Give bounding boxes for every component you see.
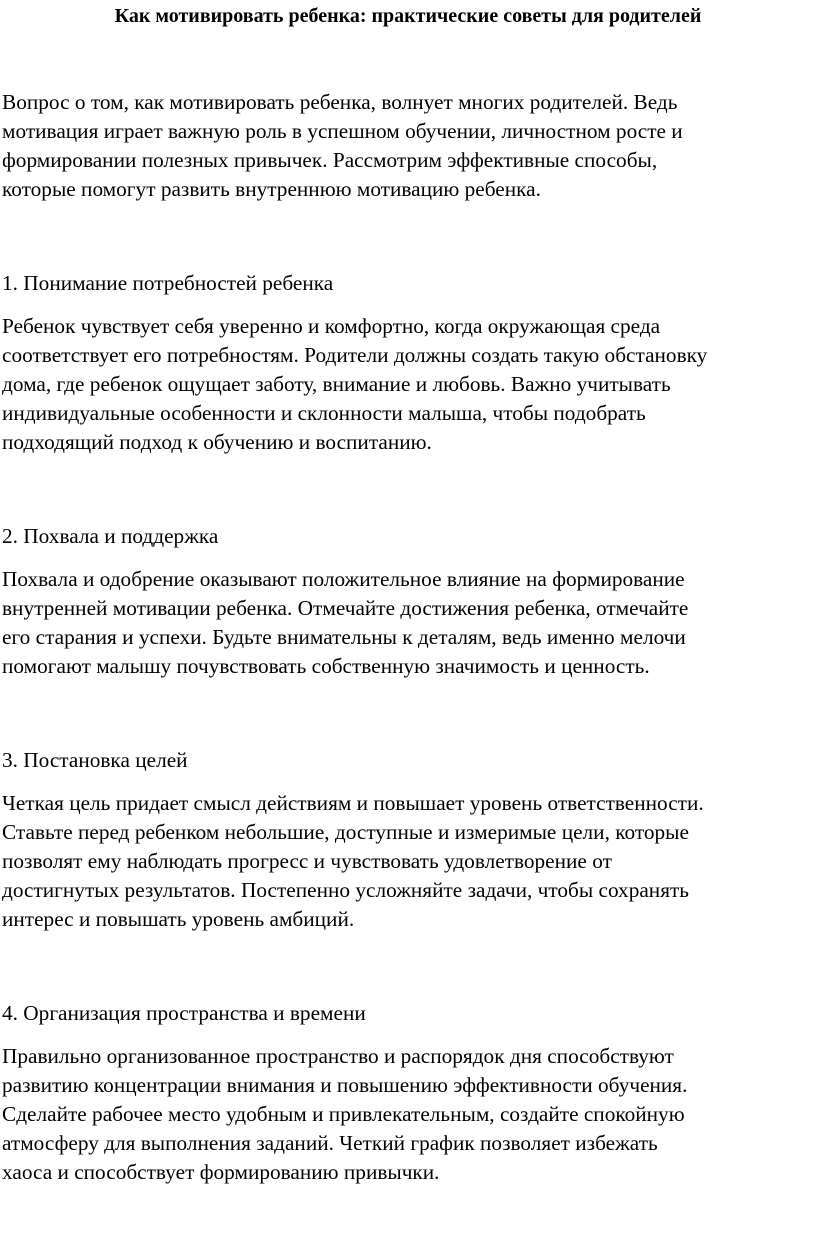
section-body-4: Правильно организованное пространство и распорядок дня способствуют развитию концентрации внимания и повышению эффективности обучения. Сделайте рабочее место удобным и привлекательным, создайте спокойную атмосферу для выполнения заданий. Четкий график позволяет избежать хаоса и способствует формированию привычки. (2, 1044, 688, 1184)
document-title: Как мотивировать ребенка: практические советы для родителей (114, 5, 702, 27)
section-body-1: Ребенок чувствует себя уверенно и комфортно, когда окружающая среда соответствует его потребностям. Родители должны создать такую обстановку дома, где ребенок ощущает заботу, внимание и любовь. Важно учитывать индивидуальные особенности и склонности малыша, чтобы подобрать подходящий подход к обучению и воспитанию. (2, 314, 708, 454)
section-body-3: Четкая цель придает смысл действиям и повышает уровень ответственности. Ставьте перед ребенком небольшие, доступные и измеримые цели, которые позволят ему наблюдать прогресс и чувствовать удовлетворение от достигнутых результатов. Постепенно усложняйте задачи, чтобы сохранять интерес и повышать уровень амбиций. (2, 791, 704, 931)
section-heading-1: 1. Понимание потребностей ребенка (2, 271, 334, 295)
intro-paragraph: Вопрос о том, как мотивировать ребенка, волнует многих родителей. Ведь мотивация играет важную роль в успешном обучении, личностном росте и формировании полезных привычек. Рассмотрим эффективные способы, которые помогут развить внутреннюю мотивацию ребенка. (2, 90, 683, 201)
section-heading-4: 4. Организация пространства и времени (2, 1001, 366, 1025)
section-body-2: Похвала и одобрение оказывают положительное влияние на формирование внутренней мотивации ребенка. Отмечайте достижения ребенка, отмечайте его старания и успехи. Будьте внимательны к деталям, ведь именно мелочи помогают малышу почувствовать собственную значимость и ценность. (2, 567, 689, 678)
section-heading-3: 3. Постановка целей (2, 748, 188, 772)
section-heading-2: 2. Похвала и поддержка (2, 524, 219, 548)
